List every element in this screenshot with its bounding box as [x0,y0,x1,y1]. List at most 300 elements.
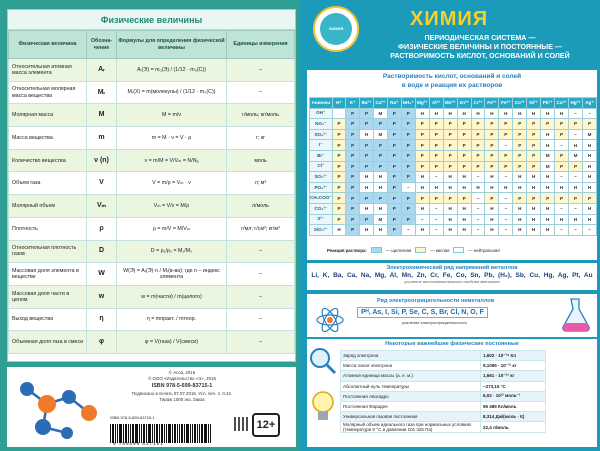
solubility-cell: Н [429,182,443,193]
solubility-cell: Н [415,108,429,119]
solubility-cell: Р [346,129,360,140]
quantity-name: Относительная плотность газов [9,240,87,263]
solubility-cell: Н [443,182,457,193]
quantity-symbol: Aᵣ [87,59,117,82]
quantity-formula: Vₘ = V/ν = M/ρ [117,195,227,218]
solubility-cell: Р [555,150,569,161]
solubility-cell: Н [527,108,541,119]
solubility-cell: – [583,108,597,119]
cation-header: Fe³⁺ [499,98,513,109]
quantity-formula: ν = m/M = V/Vₘ = N/Nₐ [117,149,227,172]
solubility-cell: – [401,225,415,236]
solubility-cell: Н [499,108,513,119]
solubility-cell: – [555,140,569,151]
solubility-cell: Р [555,161,569,172]
quantity-name: Относительная молярная масса вещества [9,81,87,104]
solubility-cell: Р [471,129,485,140]
quantity-formula: m = M · ν = V · ρ [117,127,227,150]
solubility-cell: Н [583,203,597,214]
lightbulb-icon [310,389,336,429]
solubility-cell: Р [373,140,387,151]
solubility-row [310,129,597,140]
solubility-cell: Н [360,182,374,193]
electroneg-title: Ряд электроотрицательности неметаллов [377,298,495,304]
solubility-cell: Н [415,172,429,183]
cation-header: Ca²⁺ [373,98,387,109]
solubility-cell: – [415,214,429,225]
electroneg-row: Pᴴ, As, I, Si, P, Se, C, S, Br, Cl, N, O, F [357,307,488,318]
cation-header: Hg²⁺ [569,98,583,109]
solubility-cell: Р [415,119,429,130]
barcode-bar [174,424,176,443]
solubility-row [310,193,597,204]
solubility-cell [332,108,346,119]
solubility-cell: Р [332,214,346,225]
solubility-cell: Р [457,129,471,140]
solubility-cell: – [569,108,583,119]
quantity-symbol: W [87,263,117,286]
solubility-cell: Р [527,150,541,161]
solubility-cell: Р [387,214,401,225]
solubility-cell: Н [541,108,555,119]
solubility-cell: Н [541,140,555,151]
solubility-cell: Р [471,140,485,151]
legend-neutral: — нейтральная [468,247,500,253]
legend-alkaline: — щелочная [385,247,412,253]
solubility-cell: Н [527,182,541,193]
solubility-cell: Р [471,119,485,130]
solubility-cell: Р [332,182,346,193]
solubility-cell: Р [527,119,541,130]
solubility-cell: М [569,150,583,161]
quantity-row [9,81,295,104]
electrochemical-series [307,263,597,290]
solubility-cell: Н [360,172,374,183]
solubility-cell: Р [360,140,374,151]
quantity-formula: Mᵣ(X) = m(молекулы) / (1/12 · m₀(C)) [117,81,227,104]
solubility-cell: Н [541,172,555,183]
solubility-cell: Р [360,214,374,225]
solubility-cell: Н [485,182,499,193]
solubility-cell: Н [513,172,527,183]
solubility-cell: Н [583,172,597,183]
solubility-cell: М [541,150,555,161]
solubility-cell: Н [443,108,457,119]
quantity-symbol: ν (n) [87,149,117,172]
solubility-cell: Р [513,150,527,161]
solubility-cell: – [499,193,513,204]
electroneg-note: усиление электроотрицательности [402,320,467,325]
solubility-cell: Н [527,225,541,236]
solubility-cell: Р [387,108,401,119]
barcode-bar [179,424,180,443]
solubility-cell: Р [387,140,401,151]
constant-row [341,391,546,401]
solubility-cell: Р [346,182,360,193]
solubility-cell: Р [401,119,415,130]
legend-swatch-acidic [415,247,426,253]
right-panel [300,0,600,451]
solubility-cell: Н [485,108,499,119]
solubility-cell: – [569,172,583,183]
solubility-cell: – [499,172,513,183]
quantity-unit: л/моль [227,195,295,218]
quantity-symbol: w [87,285,117,308]
quantity-symbol: Mᵣ [87,81,117,104]
constant-row [341,422,546,433]
solubility-cell: Н [373,182,387,193]
quantity-symbol: V [87,172,117,195]
anion-label: PO₄³⁻ [310,182,333,193]
solubility-cell: Р [360,193,374,204]
solubility-cell: Р [346,225,360,236]
quantity-name: Масса вещества [9,127,87,150]
constant-name: Атомная единица массы (а. е. м.) [341,371,481,381]
barcode-bar [190,424,191,443]
constant-value: −273,15 °С [481,381,546,391]
atom-icon [315,305,345,335]
anion-label: I⁻ [310,140,333,151]
solubility-cell: Р [415,161,429,172]
solubility-cell: Р [429,193,443,204]
physical-quantities-table [8,30,295,354]
quantity-formula: Aᵣ(Э) = m₀(Э) / (1/12 · m₀(C)) [117,59,227,82]
imprint-line-1: © Асса, 2016 [168,370,196,375]
solubility-cell: Р [457,193,471,204]
age-rating: 12+ [252,413,280,437]
ean-label: ISBN 978-5-699-83715-1 [110,415,155,420]
solubility-cell: Н [555,108,569,119]
solubility-cell: Р [527,140,541,151]
quantity-unit: моль [227,149,295,172]
quantity-row [9,217,295,240]
solubility-cell: Н [583,214,597,225]
solubility-cell: Н [527,203,541,214]
quantity-name: Массовая доля элемента в веществе [9,263,87,286]
legend-acidic: — кислая [430,247,450,253]
solubility-cell: Н [541,225,555,236]
solubility-cell: Н [485,172,499,183]
quantity-unit: – [227,308,295,331]
solubility-cell: Р [485,129,499,140]
cation-header: Ni²⁺ [527,98,541,109]
solubility-title-line-2: в воде и реакция их растворов [401,81,503,89]
solubility-cell: Н [471,182,485,193]
solubility-cell: Р [401,140,415,151]
solubility-cell: Р [429,161,443,172]
solubility-cell: Р [471,150,485,161]
imprint-line-2: © ООО «Издательство «Э», 2016 [148,376,216,382]
solubility-cell: – [499,214,513,225]
solubility-cell: Р [583,193,597,204]
quantity-name: Количество вещества [9,149,87,172]
solubility-cell: Р [401,108,415,119]
barcode-bar [166,424,167,443]
solubility-table [309,97,597,236]
constant-value: 8,314 Дж/(моль · К) [481,412,546,422]
solubility-cell: – [471,172,485,183]
solubility-cell: Н [513,182,527,193]
cation-header: Na⁺ [387,98,401,109]
solubility-cell: – [569,225,583,236]
solubility-cell: – [401,182,415,193]
solubility-cell: М [373,214,387,225]
solubility-cell: Н [569,182,583,193]
col-header-symbol: Обозна-чение [87,31,117,59]
solubility-cell: Р [485,150,499,161]
molecule-icon [9,369,104,445]
sheet-title: Физические величины [8,10,295,30]
solubility-cell: – [471,225,485,236]
barcode-bar [177,424,178,443]
solubility-row [310,119,597,130]
quantity-row [9,308,295,331]
constant-name: Постоянная Фарадея [341,401,481,411]
solubility-cell: Р [387,225,401,236]
quantity-symbol: φ [87,331,117,354]
solubility-cell: Р [346,193,360,204]
solubility-row [310,150,597,161]
solubility-row [310,214,597,225]
solubility-cell: Р [443,193,457,204]
qr-code-icon [234,417,248,431]
solubility-row [310,172,597,183]
physical-constants-section [307,339,597,447]
quantity-unit: – [227,263,295,286]
series-logo [313,6,359,52]
solubility-cell: Р [415,129,429,140]
solubility-cell: Р [346,203,360,214]
electrochem-title: Электрохимический ряд напряжений металлов [386,265,518,271]
solubility-cell: Р [513,119,527,130]
solubility-cell: Н [373,172,387,183]
solubility-cell: Р [387,119,401,130]
solubility-cell: Р [373,161,387,172]
isbn: ISBN 978-5-699-83715-1 [151,382,213,389]
solubility-cell: – [471,193,485,204]
solubility-cell: Р [415,193,429,204]
barcode-bar [210,424,211,443]
solubility-cell: Р [569,119,583,130]
quantity-formula: V = m/ρ = Vₘ · ν [117,172,227,195]
anion-label: NO₃⁻ [310,119,333,130]
solubility-cell: Н [513,108,527,119]
solubility-cell: Р [387,161,401,172]
solubility-row [310,108,597,119]
barcode-bar [194,424,196,443]
solubility-cell: Р [499,119,513,130]
solubility-cell: Р [360,150,374,161]
solubility-cell: Н [555,214,569,225]
anion-label: SiO₃²⁻ [310,225,333,236]
quantity-row [9,195,295,218]
header [300,0,600,70]
solubility-cell: Р [541,119,555,130]
solubility-cell: Р [555,119,569,130]
solubility-cell: Н [583,140,597,151]
constant-value: 1,602 · 10⁻¹⁹ Кл [481,351,546,361]
solubility-cell: Н [457,225,471,236]
solubility-cell: Н [457,203,471,214]
solubility-cell: Р [499,129,513,140]
solubility-section [307,70,597,260]
quantity-row [9,240,295,263]
quantity-formula: ρ = m/V = M/Vₘ [117,217,227,240]
barcode-bar [197,424,198,443]
solubility-cell: Р [569,193,583,204]
anion-label: OH⁻ [310,108,333,119]
solubility-cell: Р [401,129,415,140]
quantity-row [9,172,295,195]
solubility-cell: Р [527,129,541,140]
solubility-cell: Н [513,225,527,236]
quantity-unit: г/моль; кг/моль [227,104,295,127]
solubility-cell: Р [401,203,415,214]
solubility-cell: Р [387,150,401,161]
constant-row [341,412,546,422]
solubility-cell: Н [485,214,499,225]
solubility-cell: Р [387,193,401,204]
electrochem-row: Li, K, Ba, Ca, Na, Mg, Al, Mn, Zn, Cr, Fe, Co, Sn, Pb, (H₂), Sb, Cu, Hg, Ag, Pt, Au [311,272,593,279]
solubility-cell: Р [443,119,457,130]
solubility-cell: Н [541,203,555,214]
solubility-cell: – [555,172,569,183]
constant-name: Универсальная газовая постоянная [341,412,481,422]
barcode-bar [181,424,183,443]
solubility-cell: – [471,214,485,225]
solubility-cell: Р [401,172,415,183]
quantity-row [9,59,295,82]
cation-header: Fe²⁺ [485,98,499,109]
solubility-cell: Н [415,203,429,214]
solubility-cell: Р [360,119,374,130]
solubility-cell: Р [332,140,346,151]
solubility-cell: Р [346,108,360,119]
cation-header: Co²⁺ [513,98,527,109]
solubility-cell: Р [513,140,527,151]
cation-header: Mn²⁺ [443,98,457,109]
solubility-cell: Р [346,119,360,130]
solubility-cell: Р [373,150,387,161]
solubility-cell: – [429,225,443,236]
solubility-cell: Р [346,172,360,183]
solubility-cell: – [429,172,443,183]
solubility-cell: Н [541,129,555,140]
quantity-row [9,149,295,172]
solubility-cell: Н [583,161,597,172]
cation-header: Cu²⁺ [555,98,569,109]
solubility-cell: – [583,225,597,236]
imprint-line-4: Подписано в печать 07.07.2016. Усл. печ. л. 0,42. [131,390,233,396]
solubility-cell: Р [401,214,415,225]
quantity-symbol: Vₘ [87,195,117,218]
constants-table [340,350,546,433]
subtitle-line-2: ФИЗИЧЕСКИЕ ВЕЛИЧИНЫ И ПОСТОЯННЫЕ — [397,43,562,52]
solubility-cell: Н [415,225,429,236]
constant-value: 22,4 л/моль [481,422,546,433]
quantity-row [9,331,295,354]
solubility-cell: Р [373,119,387,130]
imprint-line-5: Тираж 1000 экз. Заказ [159,396,205,402]
solubility-cell: Р [457,161,471,172]
imprint-box [7,367,296,447]
solubility-cell: Р [485,140,499,151]
constant-row [341,371,546,381]
quantity-formula: D = ρ₁/ρ₂ = M₁/M₂ [117,240,227,263]
solubility-cell: Р [332,172,346,183]
barcode-bar [199,424,200,443]
solubility-cell: Р [360,108,374,119]
quantity-unit: г/мл; г/см³; кг/м³ [227,217,295,240]
quantity-unit: – [227,59,295,82]
solubility-cell: Р [373,193,387,204]
solubility-cell: Н [485,225,499,236]
solubility-cell: М [373,129,387,140]
solubility-cell: Р [555,129,569,140]
solubility-cell: Р [499,161,513,172]
solubility-cell: Н [443,214,457,225]
constant-row [341,351,546,361]
solubility-cell: Н [443,225,457,236]
solubility-cell: Р [346,214,360,225]
solubility-cell: Н [443,172,457,183]
barcode-bar [204,424,207,443]
solubility-cell: М [541,161,555,172]
constant-name: Масса покоя электрона [341,361,481,371]
subtitle [364,34,596,62]
barcode-bar [110,424,111,443]
solubility-cell: Р [443,129,457,140]
col-header-formula: Формулы для определения физической величины [117,31,227,59]
quantity-name: Объемная доля газа в смеси [9,331,87,354]
cation-header: NH₄⁺ [401,98,415,109]
quantity-row [9,104,295,127]
solubility-cell: Н [457,182,471,193]
constant-value: 96 485 Кл/моль [481,401,546,411]
solubility-cell: Р [429,150,443,161]
solubility-row [310,182,597,193]
quantity-name: Выход вещества [9,308,87,331]
cation-header: Cr³⁺ [471,98,485,109]
cation-header: Al³⁺ [429,98,443,109]
solubility-cell: Р [401,150,415,161]
quantity-symbol: m [87,127,117,150]
solubility-cell: Р [346,140,360,151]
solubility-cell: Р [471,161,485,172]
cation-header: Mg²⁺ [415,98,429,109]
solubility-cell: Р [499,150,513,161]
solubility-cell: Р [401,161,415,172]
anion-label: Br⁻ [310,150,333,161]
solubility-cell: Р [415,140,429,151]
quantity-unit: – [227,331,295,354]
constant-row [341,381,546,391]
solubility-cell: Р [346,150,360,161]
quantity-name: Массовая доля части в целом [9,285,87,308]
constant-name: Заряд электрона [341,351,481,361]
solubility-cell: Н [513,214,527,225]
constant-value: 9,1095 · 10⁻³¹ кг [481,361,546,371]
cation-header: K⁺ [346,98,360,109]
cation-header: Ag⁺ [583,98,597,109]
quantity-symbol: D [87,240,117,263]
cation-header: Ba²⁺ [360,98,374,109]
barcode-bar [164,424,165,443]
solubility-cell: – [555,203,569,214]
flask-icon [559,297,593,333]
solubility-cell: Р [387,203,401,214]
electrochem-note: усиление восстановительных свойств металлов [404,279,500,284]
